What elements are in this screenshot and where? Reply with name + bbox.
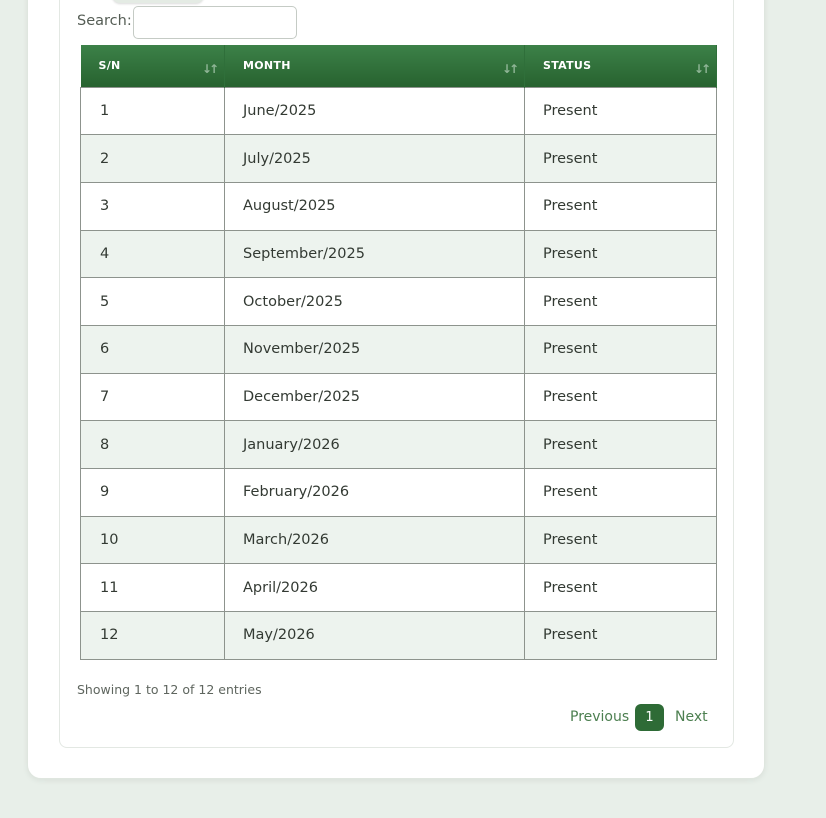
cell-sn: 5 (81, 278, 225, 326)
sort-icon: ↓↑ (201, 62, 216, 76)
table-row (81, 516, 717, 564)
table-row (81, 421, 717, 469)
cell-sn: 4 (81, 230, 225, 278)
table-row (81, 230, 717, 278)
cell-month: March/2026 (225, 516, 525, 564)
table-row (81, 373, 717, 421)
cell-month: October/2025 (225, 278, 525, 326)
table-row (81, 325, 717, 373)
cell-sn: 12 (81, 612, 225, 660)
cell-status: Present (525, 135, 717, 183)
cell-month: June/2025 (225, 87, 525, 135)
table-row (81, 278, 717, 326)
cell-sn: 8 (81, 421, 225, 469)
table-row (81, 612, 717, 660)
table-row (81, 182, 717, 230)
cell-sn: 9 (81, 469, 225, 517)
cell-status: Present (525, 612, 717, 660)
cell-status: Present (525, 230, 717, 278)
top-tab-button[interactable] (112, 0, 204, 3)
cell-month: May/2026 (225, 612, 525, 660)
sort-icon: ↓↑ (501, 62, 516, 76)
table-body (81, 87, 717, 659)
column-header-label: S/N (98, 59, 121, 73)
table-row (81, 469, 717, 517)
cell-month: February/2026 (225, 469, 525, 517)
cell-sn: 7 (81, 373, 225, 421)
cell-month: August/2025 (225, 182, 525, 230)
cell-month: January/2026 (225, 421, 525, 469)
cell-month: September/2025 (225, 230, 525, 278)
cell-status: Present (525, 373, 717, 421)
cell-month: December/2025 (225, 373, 525, 421)
cell-month: April/2026 (225, 564, 525, 612)
cell-sn: 2 (81, 135, 225, 183)
table-row (81, 87, 717, 135)
table-info-text: Showing 1 to 12 of 12 entries (77, 682, 262, 697)
cell-sn: 11 (81, 564, 225, 612)
cell-status: Present (525, 516, 717, 564)
cell-status: Present (525, 87, 717, 135)
search-label: Search: (77, 13, 132, 29)
cell-status: Present (525, 325, 717, 373)
page-1-button[interactable]: 1 (635, 704, 664, 731)
cell-status: Present (525, 469, 717, 517)
attendance-table (80, 45, 717, 660)
column-header-month[interactable] (225, 45, 525, 87)
cell-month: November/2025 (225, 325, 525, 373)
previous-page-button[interactable]: Previous (570, 709, 630, 725)
cell-sn: 10 (81, 516, 225, 564)
cell-month: July/2025 (225, 135, 525, 183)
cell-sn: 3 (81, 182, 225, 230)
cell-sn: 1 (81, 87, 225, 135)
cell-status: Present (525, 182, 717, 230)
next-page-button[interactable]: Next (675, 709, 708, 725)
search-input[interactable] (133, 6, 297, 39)
cell-status: Present (525, 421, 717, 469)
table-header-row (81, 45, 717, 87)
cell-status: Present (525, 564, 717, 612)
table-row (81, 564, 717, 612)
column-header-status[interactable] (525, 45, 717, 87)
column-header-sn[interactable] (81, 45, 225, 87)
column-header-label: MONTH (243, 59, 291, 73)
sort-icon: ↓↑ (693, 62, 708, 76)
cell-sn: 6 (81, 325, 225, 373)
table-row (81, 135, 717, 183)
cell-status: Present (525, 278, 717, 326)
column-header-label: STATUS (543, 59, 592, 73)
